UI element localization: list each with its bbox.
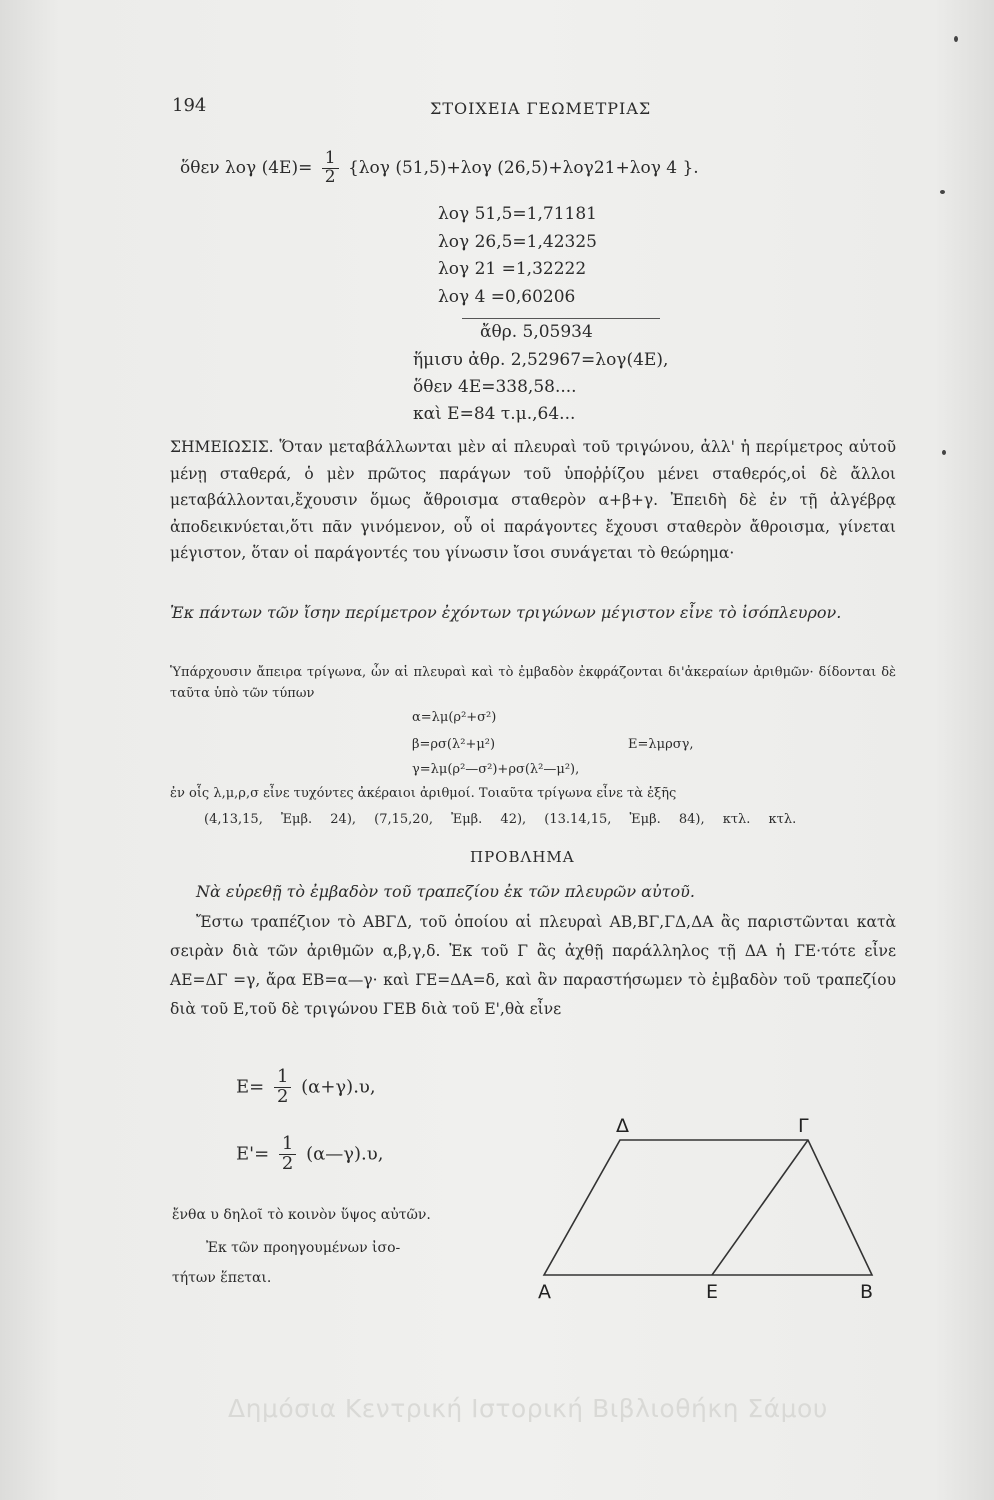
- log-result-E: καὶ Ε=84 τ.μ.,64...: [413, 404, 576, 424]
- scan-speck: [940, 190, 945, 194]
- log-line-4: λογ 4 =0,60206: [438, 287, 576, 307]
- fraction-numerator: 1: [322, 150, 339, 169]
- small-paragraph: Ὑπάρχουσιν ἄπειρα τρίγωνα, ὧν αἱ πλευραὶ καὶ τὸ ἐμβαδὸν ἐκφράζονται δι'ἀκεραίων ἀριθμῶν· δίδονται δὲ ταῦτα ὑπὸ τῶν τύπων: [170, 665, 896, 701]
- small-after: ἐν οἷς λ,μ,ρ,σ εἶνε τυχόντες ἀκέραιοι ἀριθμοί. Τοιαῦτα τρίγωνα εἶνε τὰ ἑξῆς: [170, 786, 677, 801]
- equation-E: [236, 1068, 376, 1107]
- equation-E-prime: [236, 1135, 383, 1174]
- eq2-fraction: [279, 1135, 296, 1174]
- scan-speck: [954, 36, 958, 42]
- main-formula-left: ὅθεν λογ (4Ε)=: [180, 157, 313, 178]
- problem-statement: Νὰ εὑρεθῇ τὸ ἐμβαδὸν τοῦ τραπεζίου ἐκ τῶν πλευρῶν αὐτοῦ.: [196, 882, 695, 901]
- eq1-left: Ε=: [236, 1076, 265, 1098]
- log-half-sum: ἥμισυ ἀθρ. 2,52967=λογ(4Ε),: [413, 350, 669, 370]
- log-line-1: λογ 51,5=1,71181: [438, 204, 597, 224]
- page-number: 194: [172, 95, 207, 116]
- eq1-denominator: 2: [276, 1085, 289, 1107]
- fraction-half: [322, 150, 339, 187]
- log-line-2: λογ 26,5=1,42325: [438, 232, 597, 252]
- trapezoid-outline: [544, 1140, 872, 1275]
- formula-b: β=ρσ(λ²+μ²): [412, 737, 496, 752]
- label-B: Β: [860, 1281, 874, 1303]
- log-result-4E: ὅθεν 4Ε=338,58....: [413, 377, 577, 397]
- log-sum: ἄθρ. 5,05934: [480, 322, 593, 342]
- formula-E: Ε=λμρσγ,: [628, 737, 694, 752]
- eq1-right: (α+γ).υ,: [301, 1076, 376, 1098]
- running-title: ΣΤΟΙΧΕΙΑ ΓΕΩΜΕΤΡΙΑΣ: [430, 99, 652, 118]
- theorem-statement: Ἐκ πάντων τῶν ἴσην περίμετρον ἐχόντων τριγώνων μέγιστον εἶνε τὸ ἰσόπλευρον.: [170, 603, 842, 622]
- problem-body: Ἔστω τραπέζιον τὸ ΑΒΓΔ, τοῦ ὁποίου αἱ πλευραὶ ΑΒ,ΒΓ,ΓΔ,ΔΑ ἂς παριστῶνται κατὰ σειρὰν διὰ τῶν ἀριθμῶν α,β,γ,δ. Ἐκ τοῦ Γ ἂς ἀχθῇ παράλληλος τῇ ΔΑ ἡ ΓΕ·τότε εἶνε ΑΕ=ΔΓ =γ, ἄρα ΕΒ=α—γ· καὶ ΓΕ=ΔΑ=δ, καὶ ἂν παραστήσωμεν τὸ ἐμβαδὸν τοῦ τραπεζίου διὰ τοῦ Ε,τοῦ δὲ τριγώνου ΓΕΒ διὰ τοῦ Ε',θὰ εἶνε: [170, 913, 896, 1018]
- eq2-left: Ε'=: [236, 1143, 270, 1165]
- eq2-numerator: 1: [279, 1135, 296, 1155]
- after-text-3: τήτων ἕπεται.: [172, 1270, 272, 1286]
- after-text-2: Ἐκ τῶν προηγουμένων ἰσο-: [206, 1240, 401, 1256]
- fraction-denominator: 2: [324, 166, 336, 187]
- after-text-1: ἔνθα υ δηλοῖ τὸ κοινὸν ὕψος αὐτῶν.: [172, 1207, 431, 1223]
- eq2-denominator: 2: [281, 1152, 294, 1174]
- label-D: Δ: [616, 1115, 629, 1137]
- sum-rule: [462, 318, 660, 319]
- main-formula-right: {λογ (51,5)+λογ (26,5)+λογ21+λογ 4 }.: [347, 157, 699, 178]
- problem-title: ΠΡΟΒΛΗΜΑ: [470, 848, 575, 866]
- label-G: Γ: [798, 1115, 809, 1137]
- eq1-fraction: [274, 1068, 291, 1107]
- label-A: Α: [538, 1281, 551, 1303]
- main-formula: [180, 150, 699, 187]
- trapezoid-figure: [520, 1110, 900, 1310]
- formula-g: γ=λμ(ρ²—σ²)+ρσ(λ²—μ²),: [412, 762, 580, 777]
- formula-a: α=λμ(ρ²+σ²): [412, 710, 497, 725]
- segment-GE: [712, 1140, 808, 1275]
- eq1-numerator: 1: [274, 1068, 291, 1088]
- remark-paragraph: ΣΗΜΕΙΩΣΙΣ. Ὅταν μεταβάλλωνται μὲν αἱ πλευραὶ τοῦ τριγώνου, ἀλλ' ἡ περίμετρος αὐτοῦ μένῃ σταθερά, ὁ μὲν πρῶτος παράγων τοῦ ὑποῤῥίζου μένει σταθερός,οἱ δὲ ἄλλοι μεταβάλλονται,ἔχουσιν ὅμως ἄθροισμα σταθερὸν α+β+γ. Ἐπειδὴ δὲ ἐν τῇ ἀλγέβρᾳ ἀποδεικνύεται,ὅτι πᾶν γινόμενον, οὗ οἱ παράγοντες ἔχουσι σταθερὸν ἄθροισμα, γίνεται μέγιστον, ὅταν οἱ παράγοντές του γίνωσιν ἴσοι συνάγεται τὸ θεώρημα·: [170, 438, 896, 562]
- examples-line: (4,13,15, Ἐμβ. 24), (7,15,20, Ἐμβ. 42), (13.14,15, Ἐμβ. 84), κτλ. κτλ.: [204, 812, 797, 827]
- label-E: Ε: [706, 1281, 719, 1303]
- library-watermark: Δημόσια Κεντρική Ιστορική Βιβλιοθήκη Σάμου: [228, 1394, 828, 1423]
- scan-speck: [942, 450, 946, 455]
- log-line-3: λογ 21 =1,32222: [438, 259, 587, 279]
- eq2-right: (α—γ).υ,: [306, 1143, 384, 1165]
